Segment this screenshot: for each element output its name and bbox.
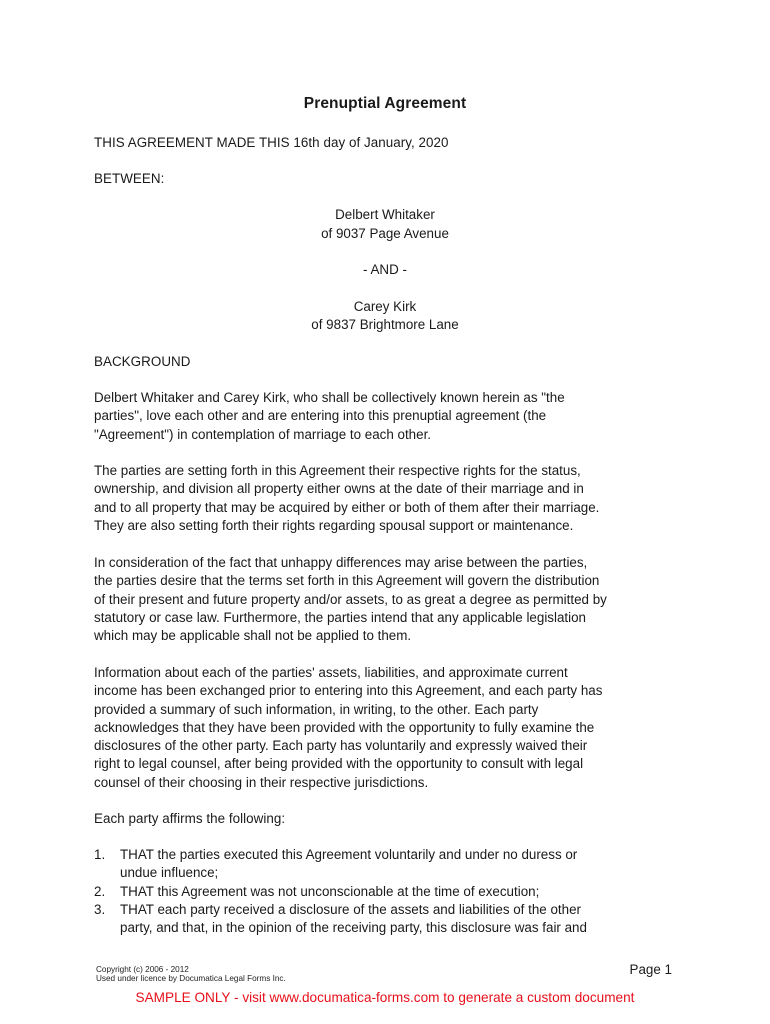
- list-item: [94, 901, 694, 938]
- list-item-line: THAT the parties executed this Agreement voluntarily and under no duress or: [120, 847, 578, 862]
- copyright-line: Copyright (c) 2006 - 2012: [96, 965, 189, 974]
- list-item: [94, 883, 694, 901]
- document-title: Prenuptial Agreement: [303, 95, 467, 112]
- page-number: Page 1: [629, 962, 672, 977]
- paragraph-line: They are also setting forth their rights regarding spousal support or maintenance.: [94, 517, 574, 533]
- paragraph-line: statutory or case law. Furthermore, the parties intend that any applicable legislation: [94, 609, 587, 625]
- paragraph-line: disclosures of the other party. Each party has voluntarily and expressly waived their: [94, 738, 588, 754]
- paragraph-line: counsel of their choosing in their respective jurisdictions.: [94, 774, 429, 790]
- sample-notice: SAMPLE ONLY - visit www.documatica-forms.com to generate a custom document: [135, 990, 635, 1005]
- agreement-date-line: THIS AGREEMENT MADE THIS 16th day of January, 2020: [94, 135, 449, 150]
- list-item-line: party, and that, in the opinion of the receiving party, this disclosure was fair and: [120, 920, 587, 936]
- copyright-notice: [96, 966, 286, 983]
- licence-line: Used under licence by Documatica Legal Forms Inc.: [96, 973, 286, 983]
- paragraph-line: which may be applicable shall not be applied to them.: [94, 628, 412, 644]
- paragraph-line: Information about each of the parties' assets, liabilities, and approximate current: [94, 665, 568, 680]
- paragraph-line: ownership, and division all property either owns at the date of their marriage and in: [94, 481, 584, 497]
- party2-name: Carey Kirk: [353, 299, 417, 314]
- paragraph-line: acknowledges that they have been provided with the opportunity to fully examine the: [94, 719, 595, 735]
- list-item-number: 2.: [94, 883, 106, 899]
- paragraph-line: parties", love each other and are entering into this prenuptial agreement (the: [94, 408, 547, 424]
- list-item: [94, 846, 694, 883]
- paragraph-recital: [94, 389, 694, 444]
- paragraph-line: income has been exchanged prior to entering into this Agreement, and each party has: [94, 683, 603, 699]
- affirm-intro: Each party affirms the following:: [94, 811, 286, 826]
- paragraph-disclosure: [94, 664, 694, 792]
- paragraph-consideration: [94, 554, 694, 645]
- paragraph-line: Delbert Whitaker and Carey Kirk, who shall be collectively known herein as "the: [94, 390, 565, 405]
- paragraph-line: provided a summary of such information, in writing, to the other. Each party: [94, 701, 539, 717]
- paragraph-line: and to all property that may be acquired by either or both of them after their marriage.: [94, 499, 600, 515]
- paragraph-line: the parties desire that the terms set forth in this Agreement will govern the distribution: [94, 573, 600, 589]
- and-separator: - AND -: [363, 262, 407, 277]
- background-heading: BACKGROUND: [94, 354, 191, 369]
- list-item-number: 3.: [94, 901, 106, 917]
- list-item-line: undue influence;: [120, 865, 219, 881]
- paragraph-line: of their present and future property and/or assets, to as great a degree as permitted by: [94, 591, 607, 607]
- list-item-number: 1.: [94, 847, 106, 862]
- party1-name: Delbert Whitaker: [335, 207, 435, 222]
- between-label: BETWEEN:: [94, 171, 165, 186]
- party2-address: of 9837 Brightmore Lane: [311, 317, 459, 332]
- paragraph-rights: [94, 462, 694, 535]
- paragraph-line: The parties are setting forth in this Agreement their respective rights for the status,: [94, 463, 581, 478]
- list-item-line: THAT each party received a disclosure of the assets and liabilities of the other: [120, 901, 581, 917]
- party1-address: of 9037 Page Avenue: [321, 226, 449, 241]
- paragraph-line: In consideration of the fact that unhappy differences may arise between the parties,: [94, 555, 588, 570]
- paragraph-line: right to legal counsel, after being provided with the opportunity to consult with legal: [94, 756, 584, 772]
- list-item-line: THAT this Agreement was not unconscionable at the time of execution;: [120, 883, 540, 899]
- paragraph-line: "Agreement") in contemplation of marriage to each other.: [94, 426, 432, 442]
- affirmations-list: [94, 846, 694, 937]
